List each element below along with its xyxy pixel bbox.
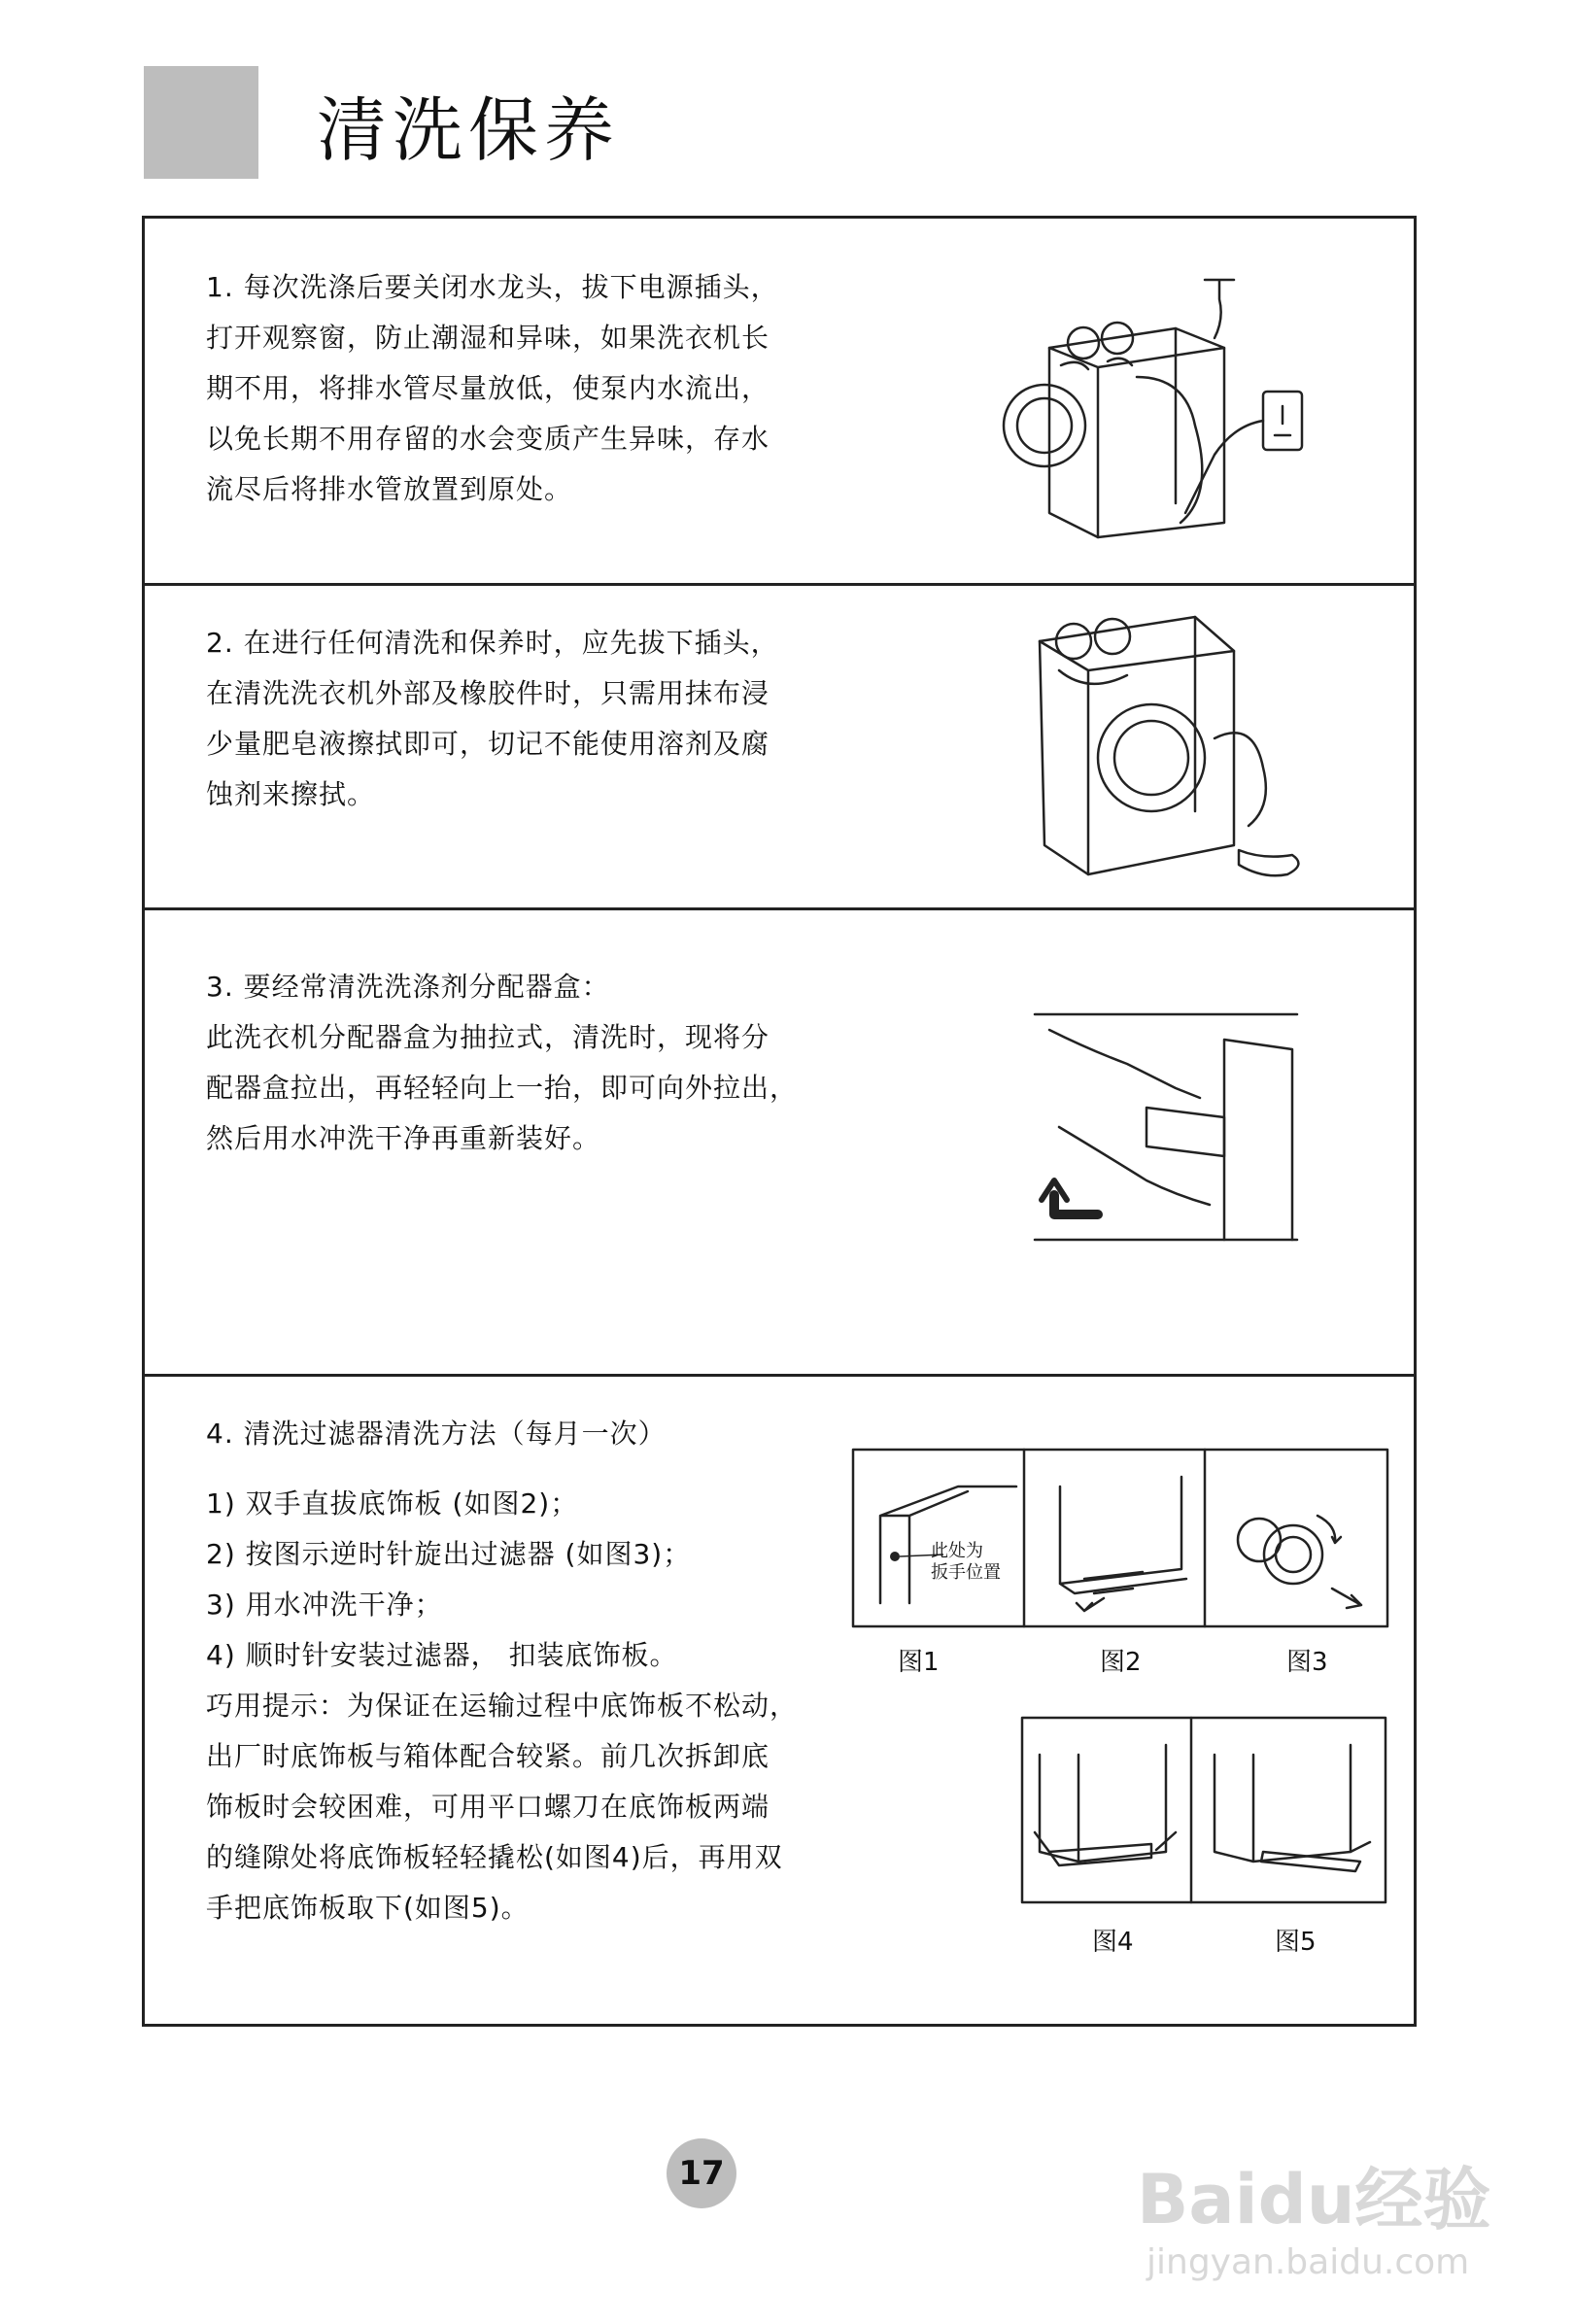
text-line: 以免长期不用存留的水会变质产生异味，存水 <box>206 423 770 455</box>
text-line: 然后用水冲洗干净再重新装好。 <box>206 1122 601 1154</box>
section-heading: 3. 要经常清洗洗涤剂分配器盒： <box>206 971 610 1003</box>
text-line: 流尽后将排水管放置到原处。 <box>206 473 573 505</box>
text-line: 1. 每次洗涤后要关闭水龙头，拔下电源插头， <box>206 271 779 303</box>
text-line: 饰板时会较困难，可用平口螺刀在底饰板两端 <box>206 1791 770 1823</box>
section-1-text <box>206 262 779 515</box>
text-line: 1) 双手直拔底饰板 (如图2)； <box>206 1487 579 1520</box>
fig-label-5: 图5 <box>1275 1928 1317 1957</box>
text-line: 蚀剂来擦拭。 <box>206 778 376 810</box>
fig1-note-line: 此处为 <box>931 1541 983 1561</box>
text-line: 2. 在进行任何清洗和保养时，应先拔下插头， <box>206 627 779 659</box>
text-line: 此洗衣机分配器盒为抽拉式，清洗时，现将分 <box>206 1021 770 1053</box>
section-4-text <box>206 1409 798 1933</box>
text-line: 手把底饰板取下(如图5)。 <box>206 1892 530 1924</box>
fig-label-2: 图2 <box>1100 1648 1142 1677</box>
watermark-brand: Baidu经验 <box>1137 2160 1491 2239</box>
filter-steps-figures-1-3 <box>851 1448 1389 1628</box>
text-line: 3) 用水冲洗干净； <box>206 1589 443 1621</box>
section-divider <box>142 583 1417 586</box>
text-line: 巧用提示：为保证在运输过程中底饰板不松动， <box>206 1690 799 1722</box>
section-heading: 4. 清洗过滤器清洗方法（每月一次） <box>206 1418 667 1450</box>
text-line: 2) 按图示逆时针旋出过滤器 (如图3)； <box>206 1538 692 1570</box>
text-line: 配器盒拉出，再轻轻向上一抬，即可向外拉出， <box>206 1072 799 1104</box>
washer-with-tap-illustration <box>991 260 1312 542</box>
detergent-drawer-illustration <box>1030 1010 1302 1244</box>
watermark-url: jingyan.baidu.com <box>1146 2242 1470 2282</box>
page-number: 17 <box>667 2138 736 2208</box>
filter-steps-figures-4-5 <box>1020 1716 1389 1906</box>
fig-label-4: 图4 <box>1092 1928 1134 1957</box>
section-divider <box>142 907 1417 910</box>
section-2-text <box>206 618 779 820</box>
fig1-note-line: 扳手位置 <box>931 1562 1001 1583</box>
text-line: 在清洗洗衣机外部及橡胶件时，只需用抹布浸 <box>206 677 770 709</box>
header-gray-block <box>144 66 258 179</box>
text-line: 打开观察窗，防止潮湿和异味，如果洗衣机长 <box>206 322 770 354</box>
section-divider <box>142 1374 1417 1377</box>
text-line: 的缝隙处将底饰板轻轻撬松(如图4)后，再用双 <box>206 1841 783 1873</box>
page-title: 清洗保养 <box>317 89 621 171</box>
text-line: 出厂时底饰板与箱体配合较紧。前几次拆卸底 <box>206 1740 770 1772</box>
text-line: 少量肥皂液擦拭即可，切记不能使用溶剂及腐 <box>206 728 770 760</box>
text-line: 4) 顺时针安装过滤器， 扣装底饰板。 <box>206 1639 678 1671</box>
fig1-note <box>931 1541 1001 1584</box>
fig-label-1: 图1 <box>898 1648 940 1677</box>
washer-wiping-illustration <box>1030 602 1321 894</box>
fig-label-3: 图3 <box>1286 1648 1328 1677</box>
section-3-text <box>206 962 798 1164</box>
text-line: 期不用，将排水管尽量放低，使泵内水流出， <box>206 372 770 404</box>
